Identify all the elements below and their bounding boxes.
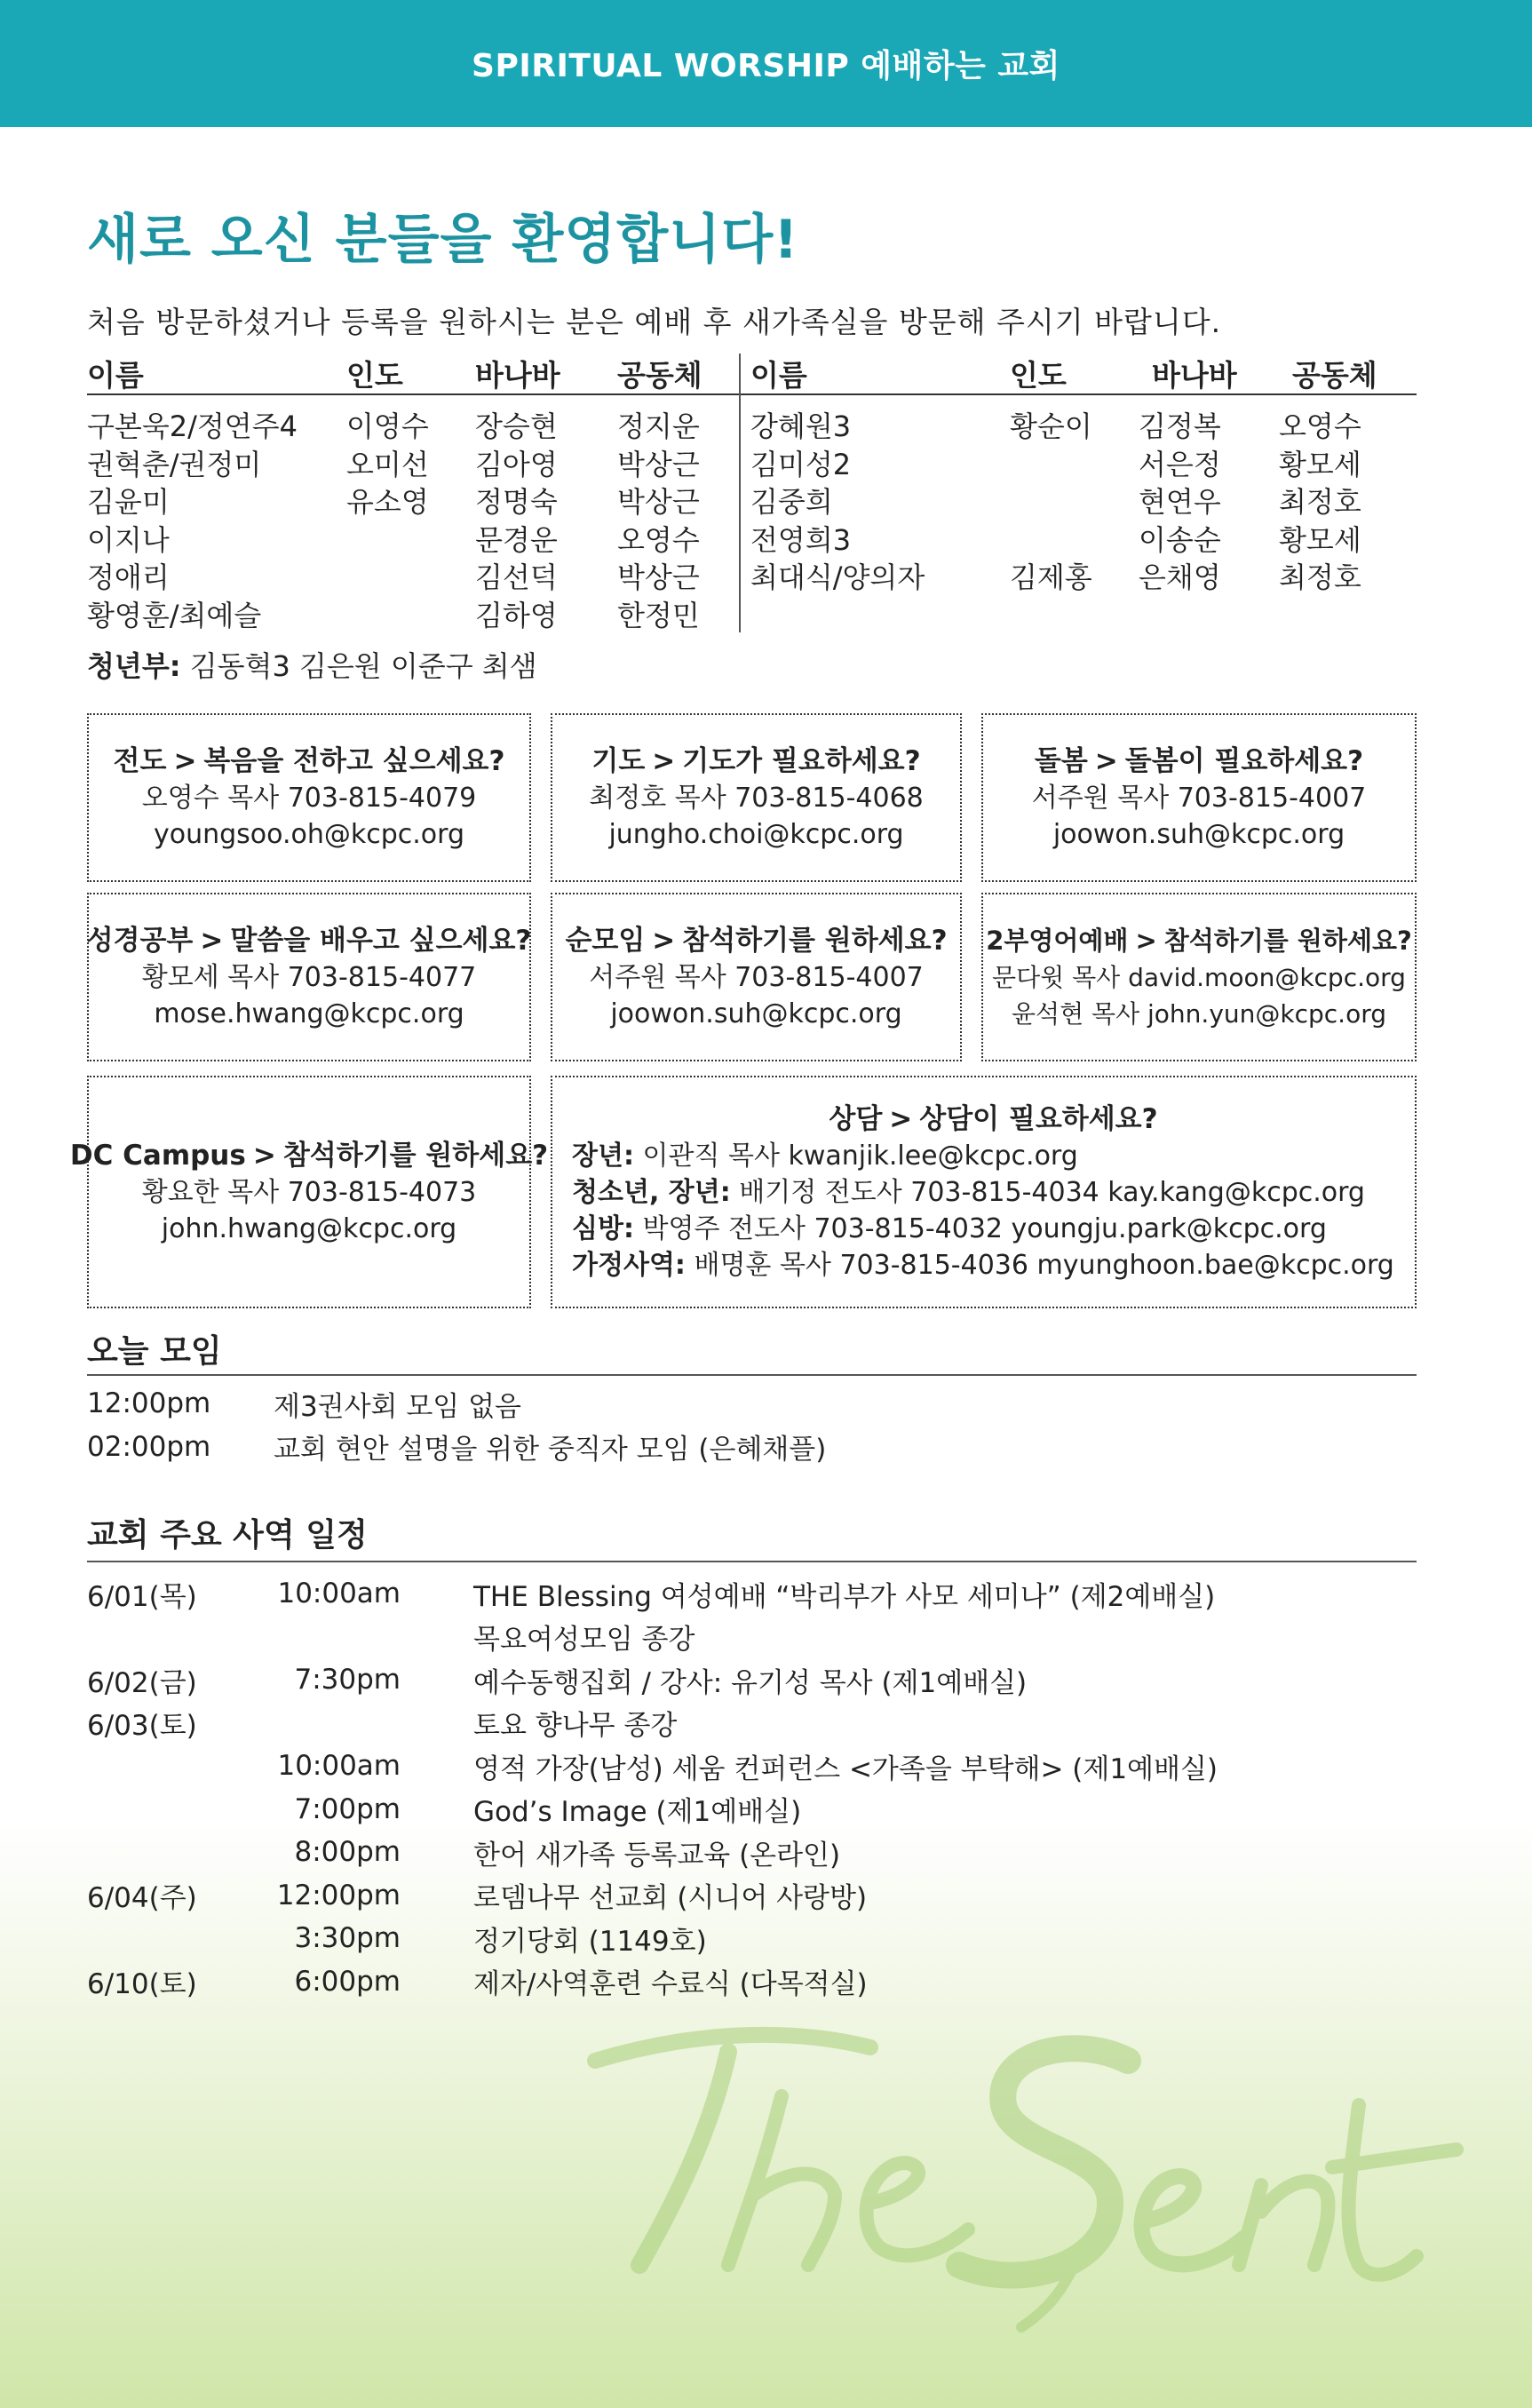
table-row bbox=[750, 481, 1417, 520]
table-row bbox=[87, 406, 740, 444]
event: THE Blessing 여성예배 “박리부가 사모 세미나” (제2예배실) bbox=[473, 1580, 1216, 1613]
box-contact: 황모세 목사 703-815-4077 bbox=[141, 961, 477, 993]
table-row bbox=[750, 520, 1417, 558]
cell: 박상근 bbox=[617, 485, 700, 520]
time: 10:00am bbox=[277, 1578, 401, 1610]
list-item bbox=[87, 1874, 1218, 1918]
event: 제자/사역훈련 수료식 (다목적실) bbox=[473, 1968, 868, 2001]
today-rule bbox=[87, 1374, 1417, 1376]
list-item bbox=[87, 1426, 826, 1469]
date: 6/03(토) bbox=[87, 1710, 197, 1743]
welcome-title: 새로 오신 분들을 환영합니다! bbox=[87, 209, 799, 271]
cell: 박상근 bbox=[617, 447, 700, 481]
cell: 권혁춘/권정미 bbox=[87, 447, 262, 481]
event: God’s Image (제1예배실) bbox=[473, 1796, 802, 1829]
table-row bbox=[87, 444, 740, 482]
event: 토요 향나무 종강 bbox=[473, 1710, 678, 1743]
cell: 오영수 bbox=[617, 522, 700, 557]
list-item bbox=[87, 1960, 1218, 2004]
cell: 김정복 bbox=[1139, 409, 1221, 444]
cell: 황영훈/최예슬 bbox=[87, 598, 262, 632]
cell: 김윤미 bbox=[87, 485, 170, 520]
box-title: 2부영어예배 > 참석하기를 원하세요? bbox=[986, 925, 1412, 956]
time: 10:00am bbox=[277, 1750, 401, 1783]
box-contact: 문다윗 목사 david.moon@kcpc.org bbox=[992, 962, 1406, 992]
chevron-right-icon: > bbox=[173, 744, 197, 777]
box-evangelism bbox=[87, 713, 531, 882]
chevron-right-icon: > bbox=[652, 744, 676, 777]
box-counseling bbox=[551, 1076, 1417, 1308]
chevron-right-icon: > bbox=[1094, 744, 1118, 777]
box-contact: 서주원 목사 703-815-4007 bbox=[589, 961, 924, 993]
the-sent-watermark bbox=[577, 1999, 1510, 2336]
table-row bbox=[750, 557, 1417, 595]
counsel-line: 심방: 박영주 전도사 703-815-4032 youngju.park@kcpc.org bbox=[572, 1212, 1327, 1244]
schedule-rule bbox=[87, 1561, 1417, 1562]
col-community: 공동체 bbox=[1292, 357, 1377, 393]
box-email[interactable]: jungho.choi@kcpc.org bbox=[608, 818, 904, 850]
cell: 김하영 bbox=[475, 598, 558, 632]
cell: 최정호 bbox=[1279, 485, 1361, 520]
box-email[interactable]: joowon.suh@kcpc.org bbox=[1052, 818, 1345, 850]
time: 6:00pm bbox=[294, 1965, 401, 1998]
cell: 이영수 bbox=[346, 409, 429, 444]
cell: 오미선 bbox=[346, 447, 429, 481]
newcomer-header-rule bbox=[87, 393, 1417, 395]
event: 영적 가장(남성) 세움 컨퍼런스 <가족을 부탁해> (제1예배실) bbox=[473, 1752, 1218, 1785]
box-email[interactable]: youngsoo.oh@kcpc.org bbox=[153, 818, 465, 850]
cell: 황모세 bbox=[1279, 522, 1361, 557]
event: 목요여성모임 종강 bbox=[473, 1624, 695, 1657]
box-title: 돌봄 > 돌봄이 필요하세요? bbox=[1034, 744, 1364, 777]
today-list bbox=[87, 1382, 826, 1468]
youth-line bbox=[87, 644, 537, 685]
table-row bbox=[750, 444, 1417, 482]
counsel-line: 청소년, 장년: 배기정 전도사 703-815-4034 kay.kang@kcpc.org bbox=[572, 1176, 1365, 1208]
col-guide: 인도 bbox=[1010, 357, 1067, 393]
event: 교회 현안 설명을 위한 중직자 모임 (은혜채플) bbox=[274, 1434, 827, 1466]
list-item bbox=[87, 1831, 1218, 1874]
table-row bbox=[87, 520, 740, 558]
time: 12:00pm bbox=[276, 1879, 401, 1911]
box-contact: 오영수 목사 703-815-4079 bbox=[141, 782, 477, 814]
box-contact: 최정호 목사 703-815-4068 bbox=[589, 782, 924, 814]
col-name: 이름 bbox=[750, 357, 807, 393]
chevron-right-icon: > bbox=[889, 1102, 913, 1135]
cell: 은채영 bbox=[1139, 560, 1221, 595]
cell: 정명숙 bbox=[475, 485, 558, 520]
time: 12:00pm bbox=[87, 1387, 211, 1420]
box-care bbox=[981, 713, 1417, 882]
cell: 장승현 bbox=[475, 409, 558, 444]
table-row bbox=[87, 481, 740, 520]
chevron-right-icon: > bbox=[252, 1139, 276, 1172]
col-barnabas: 바나바 bbox=[475, 357, 560, 393]
cell: 김중희 bbox=[750, 485, 833, 520]
newcomer-column-divider bbox=[739, 354, 741, 632]
table-row bbox=[750, 406, 1417, 444]
chevron-right-icon: > bbox=[200, 924, 224, 957]
box-prayer bbox=[551, 713, 962, 882]
newcomer-header-left bbox=[87, 351, 740, 395]
newcomer-header-right bbox=[750, 351, 1417, 395]
table-row bbox=[87, 557, 740, 595]
cell: 이송순 bbox=[1139, 522, 1221, 557]
schedule-title: 교회 주요 사역 일정 bbox=[87, 1517, 368, 1554]
header-title: SPIRITUAL WORSHIP 예배하는 교회 bbox=[472, 48, 1060, 84]
list-item bbox=[87, 1744, 1218, 1788]
newcomer-table-right bbox=[750, 351, 1417, 595]
cell: 강혜원3 bbox=[750, 409, 852, 444]
cell: 김제홍 bbox=[1010, 560, 1092, 595]
event: 정기당회 (1149호) bbox=[473, 1925, 707, 1958]
cell: 전영희3 bbox=[750, 522, 852, 557]
date: 6/10(토) bbox=[87, 1968, 197, 2001]
youth-label: 청년부: bbox=[87, 649, 181, 683]
cell: 김아영 bbox=[475, 447, 558, 481]
time: 8:00pm bbox=[294, 1836, 401, 1869]
cell: 문경운 bbox=[475, 522, 558, 557]
cell: 서은정 bbox=[1139, 447, 1221, 481]
page-header bbox=[0, 0, 1532, 127]
cell: 한정민 bbox=[617, 598, 700, 632]
cell: 황모세 bbox=[1279, 447, 1361, 481]
box-contact: 서주원 목사 703-815-4007 bbox=[1031, 782, 1367, 814]
box-title: 상담 > 상담이 필요하세요? bbox=[829, 1102, 1158, 1135]
box-email[interactable]: mose.hwang@kcpc.org bbox=[154, 997, 464, 1029]
time: 02:00pm bbox=[87, 1430, 211, 1463]
date: 6/01(목) bbox=[87, 1580, 197, 1613]
cell: 구본욱2/정연주4 bbox=[87, 409, 298, 444]
list-item bbox=[87, 1917, 1218, 1960]
cell: 현연우 bbox=[1139, 485, 1221, 520]
box-title: 성경공부 > 말씀을 배우고 싶으세요? bbox=[86, 924, 532, 957]
list-item bbox=[87, 1572, 1218, 1616]
box-contact: 황요한 목사 703-815-4073 bbox=[141, 1176, 477, 1208]
box-english-service bbox=[981, 893, 1417, 1061]
date: 6/02(금) bbox=[87, 1666, 197, 1699]
cell: 오영수 bbox=[1279, 409, 1361, 444]
time: 7:00pm bbox=[294, 1792, 401, 1825]
event: 로뎀나무 선교회 (시니어 사랑방) bbox=[473, 1882, 868, 1915]
list-item bbox=[87, 1658, 1218, 1702]
box-email[interactable]: joowon.suh@kcpc.org bbox=[610, 997, 902, 1029]
list-item bbox=[87, 1702, 1218, 1745]
cell: 박상근 bbox=[617, 560, 700, 595]
date: 6/04(주) bbox=[87, 1882, 197, 1915]
cell: 황순이 bbox=[1010, 409, 1092, 444]
youth-names: 김동혁3 김은원 이준구 최샘 bbox=[189, 649, 537, 683]
event: 제3권사회 모임 없음 bbox=[274, 1390, 521, 1423]
welcome-intro: 처음 방문하셨거나 등록을 원하시는 분은 예배 후 새가족실을 방문해 주시기 바랍니다. bbox=[87, 305, 1222, 339]
list-item bbox=[87, 1788, 1218, 1832]
cell: 최정호 bbox=[1279, 560, 1361, 595]
cell: 정애리 bbox=[87, 560, 170, 595]
box-email[interactable]: john.hwang@kcpc.org bbox=[161, 1212, 457, 1244]
box-title: 순모임 > 참석하기를 원하세요? bbox=[565, 924, 948, 957]
time: 7:30pm bbox=[294, 1664, 401, 1697]
col-community: 공동체 bbox=[617, 357, 702, 393]
box-dc-campus bbox=[69, 1076, 549, 1308]
cell: 이지나 bbox=[87, 522, 170, 557]
box-contact: 윤석현 목사 john.yun@kcpc.org bbox=[1011, 998, 1386, 1029]
col-name: 이름 bbox=[87, 357, 144, 393]
box-title: 기도 > 기도가 필요하세요? bbox=[591, 744, 921, 777]
chevron-right-icon: > bbox=[1135, 925, 1157, 956]
event: 한어 새가족 등록교육 (온라인) bbox=[473, 1839, 841, 1872]
list-item bbox=[87, 1382, 826, 1426]
col-barnabas: 바나바 bbox=[1152, 357, 1237, 393]
counsel-line: 장년: 이관직 목사 kwanjik.lee@kcpc.org bbox=[572, 1140, 1078, 1172]
table-row bbox=[87, 595, 740, 633]
box-title: 전도 > 복음을 전하고 싶으세요? bbox=[113, 744, 505, 777]
cell: 유소영 bbox=[346, 485, 429, 520]
schedule-list bbox=[87, 1572, 1218, 2003]
time: 3:30pm bbox=[294, 1922, 401, 1955]
col-guide: 인도 bbox=[346, 357, 403, 393]
cell: 정지운 bbox=[617, 409, 700, 444]
box-cell-group bbox=[551, 893, 962, 1061]
cell: 최대식/양의자 bbox=[750, 560, 925, 595]
box-title: DC Campus > 참석하기를 원하세요? bbox=[69, 1139, 549, 1172]
today-title: 오늘 모임 bbox=[87, 1333, 222, 1370]
cell: 김선덕 bbox=[475, 560, 558, 595]
counsel-line: 가정사역: 배명훈 목사 703-815-4036 myunghoon.bae@kcpc.org bbox=[572, 1249, 1394, 1281]
box-bible-study bbox=[87, 893, 531, 1061]
chevron-right-icon: > bbox=[652, 924, 676, 957]
event: 예수동행집회 / 강사: 유기성 목사 (제1예배실) bbox=[473, 1666, 1028, 1699]
list-item bbox=[87, 1616, 1218, 1659]
cell: 김미성2 bbox=[750, 447, 852, 481]
